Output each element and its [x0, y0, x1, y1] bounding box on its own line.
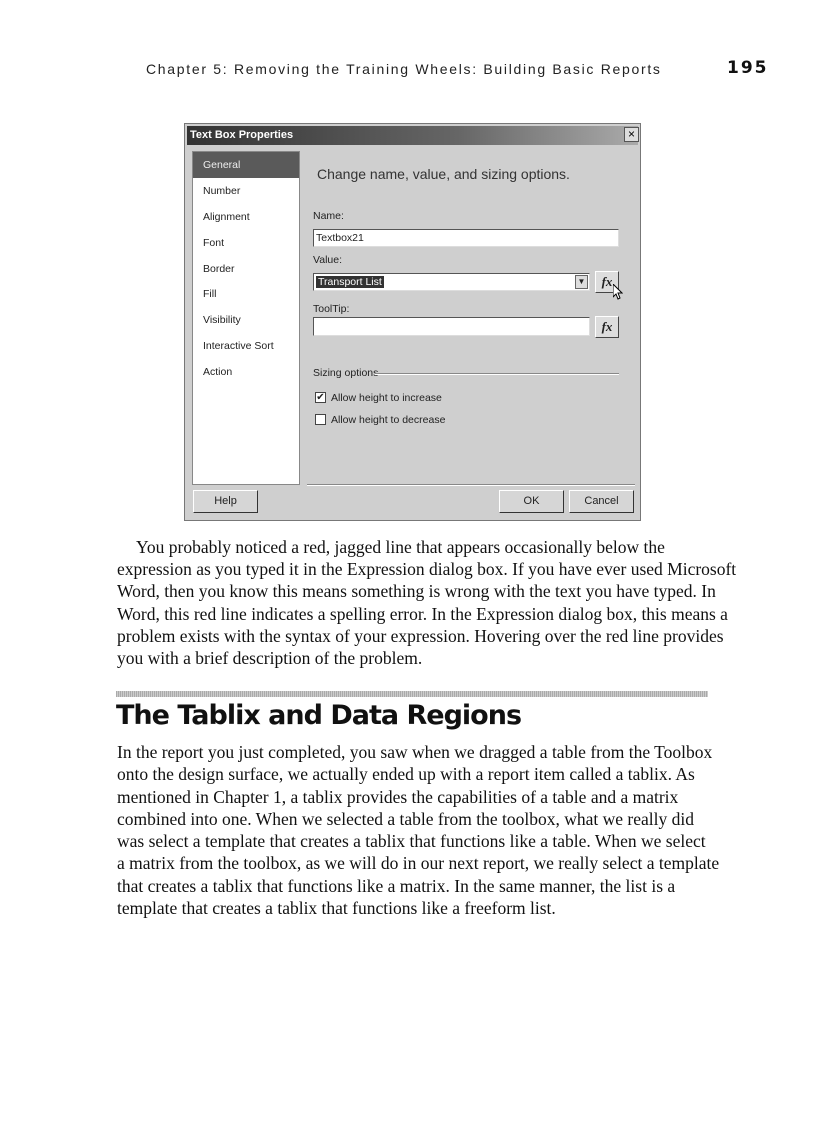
- nav-interactive-sort[interactable]: Interactive Sort: [203, 340, 274, 352]
- allow-decrease-label: Allow height to decrease: [331, 414, 446, 426]
- nav-sidebar: [192, 151, 300, 485]
- value-label: Value:: [313, 254, 342, 266]
- paragraph-line: In the report you just completed, you saw when we dragged a table from the Toolbox: [117, 742, 713, 762]
- tooltip-label: ToolTip:: [313, 303, 350, 315]
- value-text: Transport List: [318, 276, 382, 288]
- panel-heading: Change name, value, and sizing options.: [317, 166, 570, 182]
- nav-alignment[interactable]: Alignment: [203, 211, 250, 223]
- name-label: Name:: [313, 210, 344, 222]
- ok-button[interactable]: OK: [499, 490, 564, 513]
- paragraph-line: that creates a tablix that functions like a matrix. In the same manner, the list is a: [117, 876, 676, 896]
- nav-border[interactable]: Border: [203, 263, 235, 275]
- cancel-button[interactable]: Cancel: [569, 490, 634, 513]
- nav-visibility[interactable]: Visibility: [203, 314, 241, 326]
- help-button[interactable]: Help: [193, 490, 258, 513]
- chevron-down-icon[interactable]: ▼: [575, 275, 588, 289]
- tooltip-expression-button[interactable]: fx: [595, 316, 619, 338]
- nav-general[interactable]: General: [193, 152, 299, 178]
- paragraph-line: combined into one. When we selected a table from the toolbox, what we really did: [117, 809, 694, 829]
- text-box-properties-dialog: [184, 123, 641, 521]
- paragraph-line: you with a brief description of the problem.: [117, 648, 423, 668]
- sizing-options-label: Sizing options: [313, 367, 379, 379]
- section-heading: The Tablix and Data Regions: [116, 700, 522, 731]
- paragraph-line: You probably noticed a red, jagged line that appears occasionally below the: [136, 537, 665, 557]
- paragraph-line: expression as you typed it in the Expression dialog box. If you have ever used Microsoft: [117, 559, 737, 579]
- paragraph-line: was select a template that creates a tablix that functions like a table. When we select: [117, 831, 706, 851]
- nav-font[interactable]: Font: [203, 237, 225, 249]
- allow-increase-checkbox[interactable]: ✔: [316, 392, 325, 403]
- nav-action[interactable]: Action: [203, 366, 233, 378]
- name-input[interactable]: Textbox21: [313, 229, 619, 247]
- page-number: 195: [727, 58, 769, 78]
- allow-decrease-checkbox[interactable]: [315, 414, 326, 425]
- paragraph-line: onto the design surface, we actually ended up with a report item called a tablix. As: [117, 764, 695, 784]
- nav-number[interactable]: Number: [203, 185, 241, 197]
- value-expression-button[interactable]: fx: [595, 271, 619, 293]
- paragraph-line: template that creates a tablix that functions like a freeform list.: [117, 898, 556, 918]
- dialog-title: Text Box Properties: [187, 126, 638, 145]
- allow-increase-label: Allow height to increase: [331, 392, 442, 404]
- footer-divider: [307, 484, 635, 486]
- close-icon[interactable]: ×: [624, 127, 639, 142]
- paragraph-line: a matrix from the toolbox, as we will do in our next report, we really select a template: [117, 853, 720, 873]
- running-head: Chapter 5: Removing the Training Wheels: Building Basic Reports: [146, 61, 662, 77]
- paragraph-line: Word, this red line indicates a spelling error. In the Expression dialog box, this means a: [117, 604, 728, 624]
- paragraph-line: mentioned in Chapter 1, a tablix provides the capabilities of a table and a matrix: [117, 787, 679, 807]
- nav-fill[interactable]: Fill: [203, 288, 217, 300]
- tooltip-input[interactable]: [313, 317, 590, 336]
- mouse-cursor-icon: [613, 284, 623, 300]
- value-combobox[interactable]: [313, 273, 590, 291]
- group-divider: [375, 373, 619, 375]
- section-divider: [116, 691, 708, 697]
- paragraph-line: Word, then you know this means something is wrong with the text you have typed. In: [117, 581, 716, 601]
- paragraph-line: problem exists with the syntax of your expression. Hovering over the red line provides: [117, 626, 724, 646]
